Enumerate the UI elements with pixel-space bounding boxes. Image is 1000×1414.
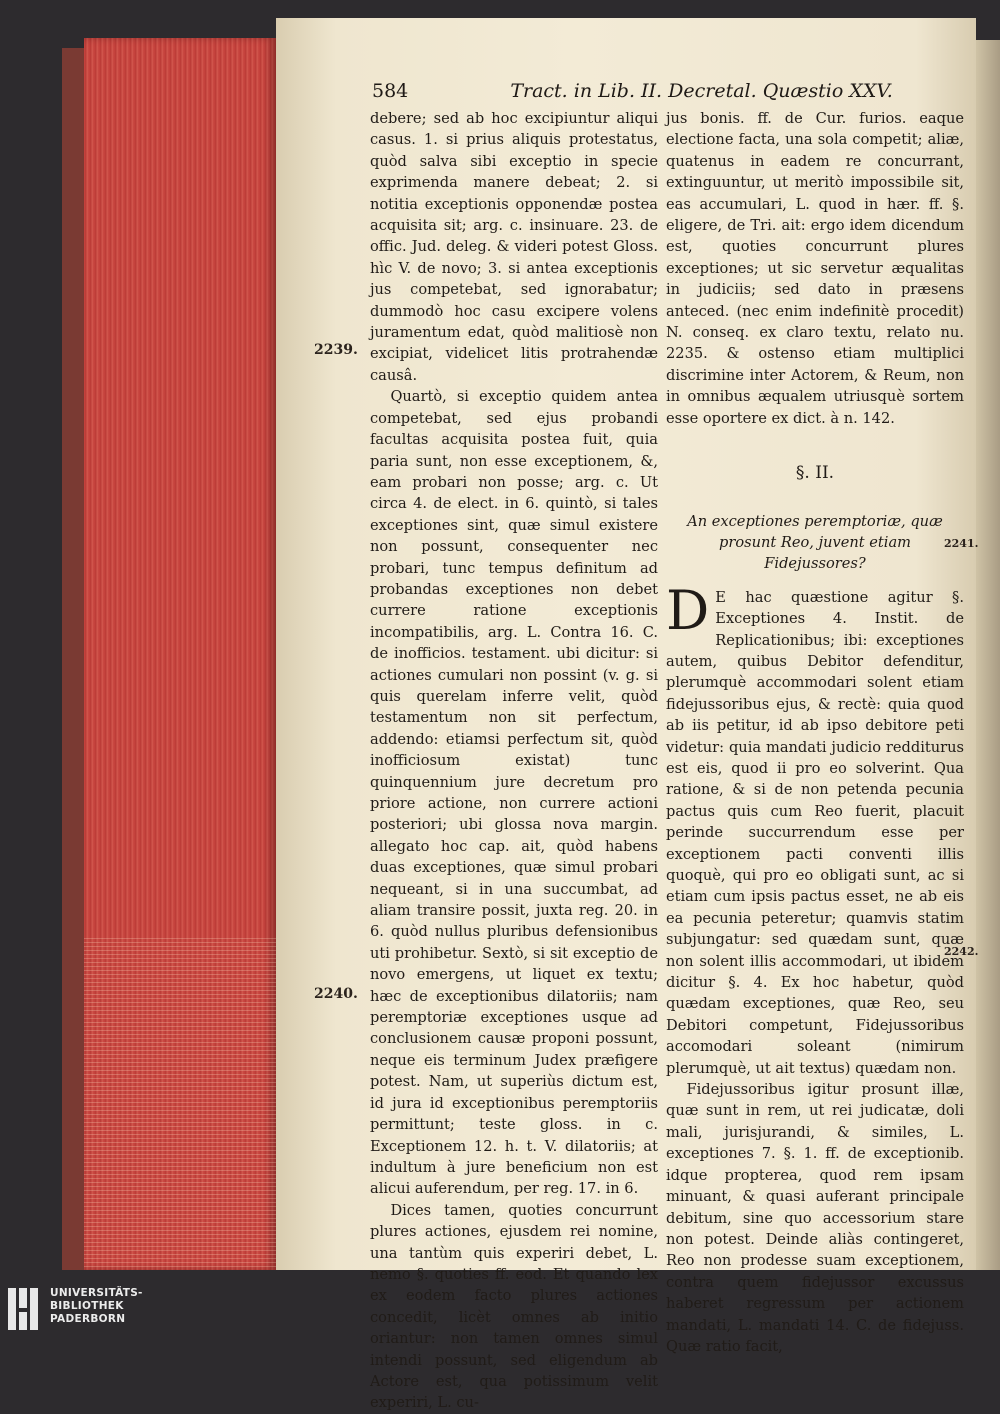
running-header (372, 80, 893, 102)
paragraph: jus bonis. ff. de Cur. furios. eaque electione facta, una sola competit; aliæ, quatenus in eadem re concurrant, extinguuntur, ut meritò impossibile sit, eas accumulari, L. quod in hær. ff. §. eligere, de Tri. ait: ergo idem dicendum est, quoties concurrunt plures exceptiones; ut sic servetur æqualitas in judiciis; sed dato in præsens anteced. (nec enim indefinitè procedit) N. conseq. ex claro textu, relato nu. 2235. & ostenso etiam multiplici discrimine inter Actorem, & Reum, non in omnibus æqualem utriusquè sortem esse oportere ex dict. à n. 142. (666, 110, 964, 427)
marginal-number: 2240. (314, 986, 358, 1002)
paragraph: Dices tamen, quoties concurrunt plures actiones, ejusdem rei nomine, una tantùm quis experiri debet, L. nemo §. quoties ff. eod. Et quando lex ex eodem facto plures actiones concedit, licèt omnes ab initio oriantur: non tamen omnes simul intendi possunt, sed eligendum ab Actore est, qua potissimum velit experiri, L. cu- (370, 1201, 658, 1412)
marginal-number: 2239. (314, 342, 358, 358)
paragraph: Quartò, si exceptio quidem antea competebat, sed ejus probandi facultas acquisita postea fuit, quia paria sunt, non esse exceptionem, &, eam probari non posse; arg. c. Ut circa 4. de elect. in 6. quintò, si tales exceptiones sint, quæ simul existere non possunt, consequenter nec probari, tunc tempus definitum ad probandas exceptiones non debet currere ratione exceptionis incompatibilis, arg. L. Contra 16. C. de inofficios. testament. ubi dicitur: si actiones cumulari non possint (v. g. si quis querelam inferre velit, quòd testamentum non sit perfectum, addendo: etiamsi perfectum sit, quòd inofficiosum existat) tunc quinquennium jure decretum pro priore actione, non currere actioni posteriori; ubi glossa nova margin. allegato hoc cap. ait, quòd habens duas exceptiones, quæ simul probari nequeant, si in una succumbat, ad aliam transire possit, juxta reg. 20. in 6. quòd nullus pluribus defensionibus uti prohibetur. Sextò, si sit exceptio de novo emergens, ut liquet ex textu; hæc de exceptionibus dilatoriis; nam peremptoriæ exceptiones usque ad conclusionem causæ proponi possunt, neque eis terminum Judex præfigere potest. Nam, ut superiùs dictum est, id jura id exceptionibus peremptoriis permittunt; teste gloss. in c. Exceptionem 12. h. t. V. dilatoriis; at indultum à jure beneficium non est alicui auferendum, per reg. 17. in 6. (370, 388, 658, 1198)
paragraph (666, 578, 964, 1079)
running-title: Tract. in Lib. II. Decretal. Quæstio XXV. (510, 80, 893, 102)
library-logo (0, 1284, 170, 1335)
paragraph-text: E hac quæstione agitur §. Exceptiones 4. Instit. de Replicationibus; ibi: exceptiones autem, quibus Debitor defenditur, plerumquè accommodari solent etiam fidejussoribus ejus, & rectè: quia quod ab iis petitur, id ab ipso debitore peti videtur: quia mandati judicio redditurus est eis, quod ii pro eo solverint. Qua ratione, & si de non petenda pecunia pactus quis cum Reo fuerit, placuit perinde succurrendum esse per exceptionem pacti conventi illis quoquè, qui pro eo obligati sunt, ac si etiam cum ipsis pactus esset, ne ab eis ea pecunia peteretur; quamvis statim subjungatur: sed quædam sunt, quæ non solent illis accommodari, ut ibidem dicitur §. 4. Ex hoc habetur, quòd quædam exceptiones, quæ Reo, seu Debitori competunt, Fidejussoribus accomodari soleant (nimirum plerumquè, ut ait textus) quædam non. (666, 588, 964, 1077)
red-page-edges (84, 38, 276, 1270)
left-text-column (370, 108, 658, 1414)
page-gutter (976, 40, 1000, 1270)
marginal-number: 2241. (944, 537, 979, 550)
question-heading: An exceptiones peremptoriæ, quæ prosunt Reo, juvent etiam Fidejussores? (687, 512, 943, 573)
paragraph: Fidejussoribus igitur prosunt illæ, quæ sunt in rem, ut rei judicatæ, doli mali, jurisjurandi, & similes, L. exceptiones 7. §. 1. ff. de exceptionib. idque propterea, quod rem ipsam minuant, & quasi auferant principale debitum, sine quo accessorium stare non potest. Deinde aliàs contingeret, Reo non prodesse suam exceptionem, contra quem fidejussor excussus haberet regressum per actionem mandati, L. mandati 14. C. de fidejuss. Quæ ratio facit, (666, 1081, 964, 1355)
drop-capital: D (666, 578, 710, 642)
paragraph: debere; sed ab hoc excipiuntur aliqui casus. 1. si prius aliquis protestatus, quòd salva sibi exceptio in specie exprimenda manere debeat; 2. si notitia exceptionis opponendæ postea acquisita sit; arg. c. insinuare. 23. de offic. Jud. deleg. & videri potest Gloss. hìc V. de novo; 3. si antea exceptionis jus competebat, sed ignorabatur; dummodò hoc casu excipere volens juramentum edat, quòd malitiosè non excipiat, videlicet litis protrahendæ causâ. (370, 110, 658, 384)
page-number: 584 (372, 80, 409, 102)
right-text-column (666, 108, 964, 1357)
section-heading: §. II. (795, 463, 835, 484)
library-logo-text: UNIVERSITÄTS- BIBLIOTHEK PADERBORN (50, 1287, 143, 1325)
library-logo-icon (8, 1288, 38, 1330)
marginal-number: 2242. (944, 945, 979, 958)
